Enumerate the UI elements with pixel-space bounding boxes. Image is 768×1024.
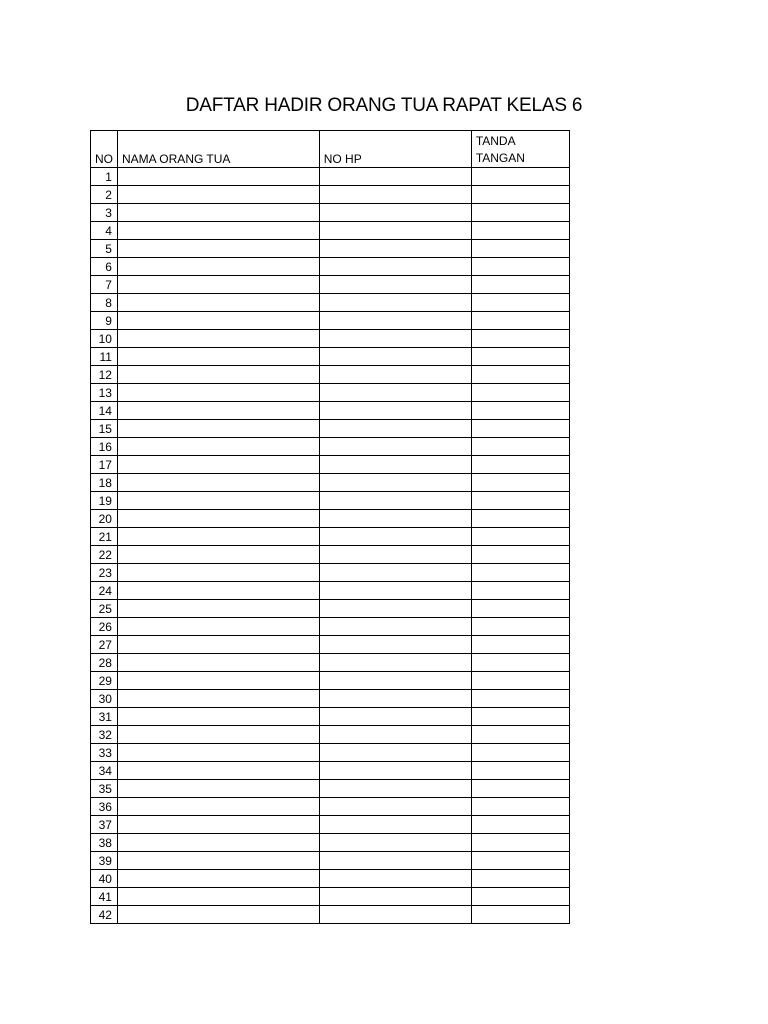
header-phone: NO HP <box>319 131 471 168</box>
name-cell[interactable] <box>117 348 319 366</box>
phone-cell[interactable] <box>319 582 471 600</box>
signature-cell[interactable] <box>471 474 569 492</box>
table-row <box>91 366 570 384</box>
name-cell[interactable] <box>117 510 319 528</box>
signature-cell[interactable] <box>471 906 569 924</box>
signature-cell[interactable] <box>471 330 569 348</box>
phone-cell[interactable] <box>319 168 471 186</box>
signature-cell[interactable] <box>471 780 569 798</box>
name-cell[interactable] <box>117 528 319 546</box>
phone-cell[interactable] <box>319 222 471 240</box>
phone-cell[interactable] <box>319 492 471 510</box>
signature-cell[interactable] <box>471 186 569 204</box>
row-number: 5 <box>91 240 118 258</box>
table-row <box>91 222 570 240</box>
signature-cell[interactable] <box>471 690 569 708</box>
row-number: 32 <box>91 726 118 744</box>
row-number: 22 <box>91 546 118 564</box>
table-row <box>91 510 570 528</box>
name-cell[interactable] <box>117 240 319 258</box>
phone-cell[interactable] <box>319 672 471 690</box>
table-row <box>91 330 570 348</box>
phone-cell[interactable] <box>319 888 471 906</box>
signature-cell[interactable] <box>471 312 569 330</box>
signature-cell[interactable] <box>471 888 569 906</box>
table-row <box>91 168 570 186</box>
row-number: 40 <box>91 870 118 888</box>
name-cell[interactable] <box>117 420 319 438</box>
phone-cell[interactable] <box>319 384 471 402</box>
row-number: 23 <box>91 564 118 582</box>
phone-cell[interactable] <box>319 474 471 492</box>
table-row <box>91 672 570 690</box>
row-number: 9 <box>91 312 118 330</box>
phone-cell[interactable] <box>319 906 471 924</box>
phone-cell[interactable] <box>319 852 471 870</box>
signature-cell[interactable] <box>471 672 569 690</box>
table-row <box>91 474 570 492</box>
signature-cell[interactable] <box>471 204 569 222</box>
phone-cell[interactable] <box>319 510 471 528</box>
signature-cell[interactable] <box>471 708 569 726</box>
name-cell[interactable] <box>117 582 319 600</box>
row-number: 29 <box>91 672 118 690</box>
attendance-table <box>90 130 570 924</box>
row-number: 8 <box>91 294 118 312</box>
name-cell[interactable] <box>117 294 319 312</box>
table-row <box>91 402 570 420</box>
phone-cell[interactable] <box>319 402 471 420</box>
phone-cell[interactable] <box>319 546 471 564</box>
table-row <box>91 654 570 672</box>
signature-cell[interactable] <box>471 816 569 834</box>
signature-cell[interactable] <box>471 366 569 384</box>
name-cell[interactable] <box>117 564 319 582</box>
name-cell[interactable] <box>117 402 319 420</box>
table-row <box>91 582 570 600</box>
phone-cell[interactable] <box>319 762 471 780</box>
name-cell[interactable] <box>117 798 319 816</box>
table-body <box>91 168 570 924</box>
name-cell[interactable] <box>117 708 319 726</box>
table-row <box>91 852 570 870</box>
name-cell[interactable] <box>117 690 319 708</box>
phone-cell[interactable] <box>319 528 471 546</box>
signature-cell[interactable] <box>471 744 569 762</box>
signature-cell[interactable] <box>471 546 569 564</box>
header-signature <box>471 131 569 168</box>
signature-cell[interactable] <box>471 618 569 636</box>
phone-cell[interactable] <box>319 708 471 726</box>
row-number: 10 <box>91 330 118 348</box>
phone-cell[interactable] <box>319 798 471 816</box>
row-number: 39 <box>91 852 118 870</box>
table-row <box>91 780 570 798</box>
row-number: 30 <box>91 690 118 708</box>
row-number: 15 <box>91 420 118 438</box>
table-row <box>91 708 570 726</box>
table-row <box>91 348 570 366</box>
phone-cell[interactable] <box>319 366 471 384</box>
signature-cell[interactable] <box>471 384 569 402</box>
row-number: 2 <box>91 186 118 204</box>
table-row <box>91 438 570 456</box>
signature-cell[interactable] <box>471 528 569 546</box>
phone-cell[interactable] <box>319 618 471 636</box>
phone-cell[interactable] <box>319 294 471 312</box>
row-number: 21 <box>91 528 118 546</box>
name-cell[interactable] <box>117 492 319 510</box>
phone-cell[interactable] <box>319 780 471 798</box>
header-signature-line2: TANGAN <box>475 151 525 165</box>
signature-cell[interactable] <box>471 654 569 672</box>
signature-cell[interactable] <box>471 168 569 186</box>
name-cell[interactable] <box>117 456 319 474</box>
table-row <box>91 870 570 888</box>
phone-cell[interactable] <box>319 330 471 348</box>
signature-cell[interactable] <box>471 564 569 582</box>
phone-cell[interactable] <box>319 726 471 744</box>
name-cell[interactable] <box>117 780 319 798</box>
page-title: DAFTAR HADIR ORANG TUA RAPAT KELAS 6 <box>185 95 583 116</box>
table-row <box>91 384 570 402</box>
table-row <box>91 240 570 258</box>
table-row <box>91 834 570 852</box>
signature-cell[interactable] <box>471 276 569 294</box>
table-row <box>91 186 570 204</box>
name-cell[interactable] <box>117 906 319 924</box>
phone-cell[interactable] <box>319 276 471 294</box>
row-number: 16 <box>91 438 118 456</box>
phone-cell[interactable] <box>319 600 471 618</box>
row-number: 3 <box>91 204 118 222</box>
signature-cell[interactable] <box>471 762 569 780</box>
name-cell[interactable] <box>117 744 319 762</box>
row-number: 37 <box>91 816 118 834</box>
name-cell[interactable] <box>117 888 319 906</box>
table-row <box>91 726 570 744</box>
name-cell[interactable] <box>117 276 319 294</box>
table-row <box>91 744 570 762</box>
signature-cell[interactable] <box>471 438 569 456</box>
name-cell[interactable] <box>117 852 319 870</box>
table-row <box>91 762 570 780</box>
name-cell[interactable] <box>117 384 319 402</box>
signature-cell[interactable] <box>471 240 569 258</box>
signature-cell[interactable] <box>471 258 569 276</box>
phone-cell[interactable] <box>319 654 471 672</box>
table-row <box>91 420 570 438</box>
table-row <box>91 816 570 834</box>
signature-cell[interactable] <box>471 222 569 240</box>
signature-cell[interactable] <box>471 510 569 528</box>
table-row <box>91 798 570 816</box>
phone-cell[interactable] <box>319 438 471 456</box>
phone-cell[interactable] <box>319 348 471 366</box>
signature-cell[interactable] <box>471 600 569 618</box>
table-row <box>91 906 570 924</box>
table-row <box>91 294 570 312</box>
row-number: 18 <box>91 474 118 492</box>
row-number: 41 <box>91 888 118 906</box>
name-cell[interactable] <box>117 726 319 744</box>
signature-cell[interactable] <box>471 798 569 816</box>
name-cell[interactable] <box>117 618 319 636</box>
row-number: 36 <box>91 798 118 816</box>
table-row <box>91 312 570 330</box>
phone-cell[interactable] <box>319 690 471 708</box>
table-row <box>91 636 570 654</box>
table-row <box>91 618 570 636</box>
row-number: 24 <box>91 582 118 600</box>
name-cell[interactable] <box>117 834 319 852</box>
row-number: 4 <box>91 222 118 240</box>
row-number: 26 <box>91 618 118 636</box>
signature-cell[interactable] <box>471 582 569 600</box>
row-number: 19 <box>91 492 118 510</box>
signature-cell[interactable] <box>471 348 569 366</box>
name-cell[interactable] <box>117 672 319 690</box>
name-cell[interactable] <box>117 474 319 492</box>
name-cell[interactable] <box>117 258 319 276</box>
row-number: 38 <box>91 834 118 852</box>
phone-cell[interactable] <box>319 312 471 330</box>
table-row <box>91 690 570 708</box>
table-row <box>91 528 570 546</box>
table-row <box>91 204 570 222</box>
phone-cell[interactable] <box>319 636 471 654</box>
signature-cell[interactable] <box>471 402 569 420</box>
name-cell[interactable] <box>117 870 319 888</box>
phone-cell[interactable] <box>319 420 471 438</box>
signature-cell[interactable] <box>471 726 569 744</box>
phone-cell[interactable] <box>319 186 471 204</box>
phone-cell[interactable] <box>319 240 471 258</box>
name-cell[interactable] <box>117 816 319 834</box>
table-row <box>91 276 570 294</box>
table-row <box>91 564 570 582</box>
row-number: 20 <box>91 510 118 528</box>
table-row <box>91 600 570 618</box>
row-number: 1 <box>91 168 118 186</box>
phone-cell[interactable] <box>319 870 471 888</box>
signature-cell[interactable] <box>471 834 569 852</box>
table-row <box>91 492 570 510</box>
phone-cell[interactable] <box>319 816 471 834</box>
name-cell[interactable] <box>117 366 319 384</box>
phone-cell[interactable] <box>319 834 471 852</box>
name-cell[interactable] <box>117 168 319 186</box>
row-number: 7 <box>91 276 118 294</box>
row-number: 13 <box>91 384 118 402</box>
name-cell[interactable] <box>117 330 319 348</box>
signature-cell[interactable] <box>471 420 569 438</box>
signature-cell[interactable] <box>471 492 569 510</box>
row-number: 14 <box>91 402 118 420</box>
table-header-row <box>91 131 570 168</box>
row-number: 12 <box>91 366 118 384</box>
row-number: 31 <box>91 708 118 726</box>
table-row <box>91 888 570 906</box>
name-cell[interactable] <box>117 438 319 456</box>
table-row <box>91 456 570 474</box>
name-cell[interactable] <box>117 636 319 654</box>
row-number: 35 <box>91 780 118 798</box>
row-number: 33 <box>91 744 118 762</box>
signature-cell[interactable] <box>471 870 569 888</box>
row-number: 25 <box>91 600 118 618</box>
phone-cell[interactable] <box>319 258 471 276</box>
phone-cell[interactable] <box>319 456 471 474</box>
name-cell[interactable] <box>117 546 319 564</box>
header-no: NO <box>91 131 118 168</box>
row-number: 6 <box>91 258 118 276</box>
name-cell[interactable] <box>117 312 319 330</box>
signature-cell[interactable] <box>471 852 569 870</box>
row-number: 11 <box>91 348 118 366</box>
table-row <box>91 258 570 276</box>
row-number: 28 <box>91 654 118 672</box>
name-cell[interactable] <box>117 654 319 672</box>
signature-cell[interactable] <box>471 456 569 474</box>
header-name: NAMA ORANG TUA <box>117 131 319 168</box>
name-cell[interactable] <box>117 600 319 618</box>
name-cell[interactable] <box>117 762 319 780</box>
row-number: 34 <box>91 762 118 780</box>
name-cell[interactable] <box>117 186 319 204</box>
phone-cell[interactable] <box>319 744 471 762</box>
row-number: 27 <box>91 636 118 654</box>
name-cell[interactable] <box>117 204 319 222</box>
table-row <box>91 546 570 564</box>
row-number: 17 <box>91 456 118 474</box>
row-number: 42 <box>91 906 118 924</box>
phone-cell[interactable] <box>319 564 471 582</box>
header-signature-line1: TANDA <box>475 134 516 148</box>
phone-cell[interactable] <box>319 204 471 222</box>
signature-cell[interactable] <box>471 294 569 312</box>
name-cell[interactable] <box>117 222 319 240</box>
signature-cell[interactable] <box>471 636 569 654</box>
